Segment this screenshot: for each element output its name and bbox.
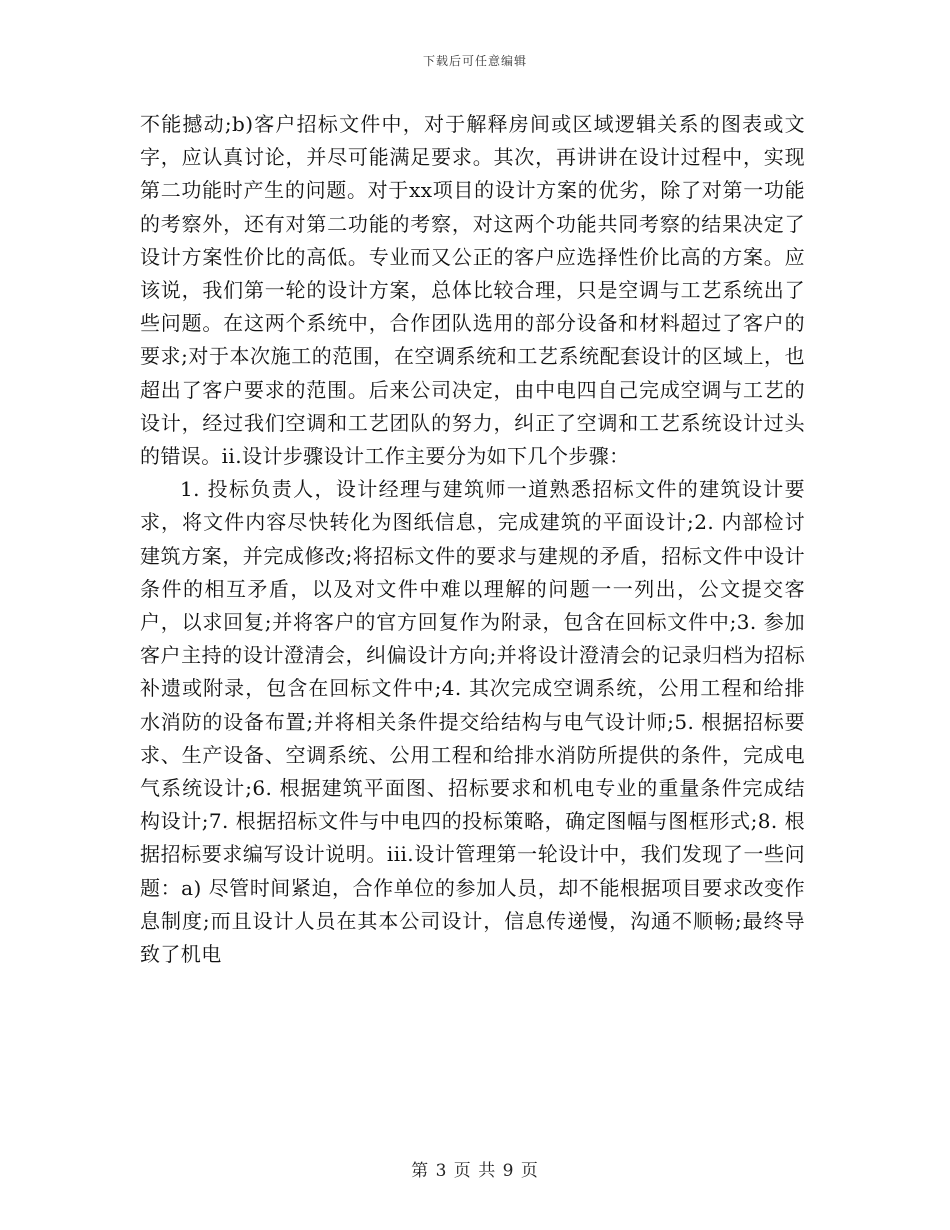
body-paragraph-2: 1. 投标负责人，设计经理与建筑师一道熟悉招标文件的建筑设计要求，将文件内容尽快转化为图纸信息，完成建筑的平面设计;2. 内部检讨建筑方案，并完成修改;将招标文件的要求与建规的矛盾，招标文件中设计条件的相互矛盾，以及对文件中难以理解的问题一一列出，公文提交客户，以求回复;并将客户的官方回复作为附录，包含在回标文件中;3. 参加客户主持的设计澄清会，纠偏设计方向;并将设计澄清会的记录归档为招标补遗或附录，包含在回标文件中;4. 其次完成空调系统，公用工程和给排水消防的设备布置;并将相关条件提交给结构与电气设计师;5. 根据招标要求、生产设备、空调系统、公用工程和给排水消防所提供的条件，完成电气系统设计;6. 根据建筑平面图、招标要求和机电专业的重量条件完成结构设计;7. 根据招标文件与中电四的投标策略，确定图幅与图框形式;8. 根据招标要求编写设计说明。iii.设计管理第一轮设计中，我们发现了一些问题：a) 尽管时间紧迫，合作单位的参加人员，却不能根据项目要求改变作息制度;而且设计人员在其本公司设计，信息传递慢，沟通不顺畅;最终导致了机电 [140,477,805,967]
page-header: 下载后可任意编辑 [422,54,527,68]
document-body [140,108,805,971]
body-paragraph-1: 不能撼动;b)客户招标文件中，对于解释房间或区域逻辑关系的图表或文字，应认真讨论，并尽可能满足要求。其次，再讲讲在设计过程中，实现第二功能时产生的问题。对于xx项目的设计方案的优劣，除了对第一功能的考察外，还有对第二功能的考察，对这两个功能共同考察的结果决定了设计方案性价比的高低。专业而又公正的客户应选择性价比高的方案。应该说，我们第一轮的设计方案，总体比较合理，只是空调与工艺系统出了些问题。在这两个系统中，合作团队选用的部分设备和材料超过了客户的要求;对于本次施工的范围，在空调系统和工艺系统配套设计的区域上，也超出了客户要求的范围。后来公司决定，由中电四自己完成空调与工艺的设计，经过我们空调和工艺团队的努力，纠正了空调和工艺系统设计过头的错误。ii.设计步骤设计工作主要分为如下几个步骤： [140,112,805,469]
page-footer: 第 3 页 共 9 页 [411,1161,539,1181]
